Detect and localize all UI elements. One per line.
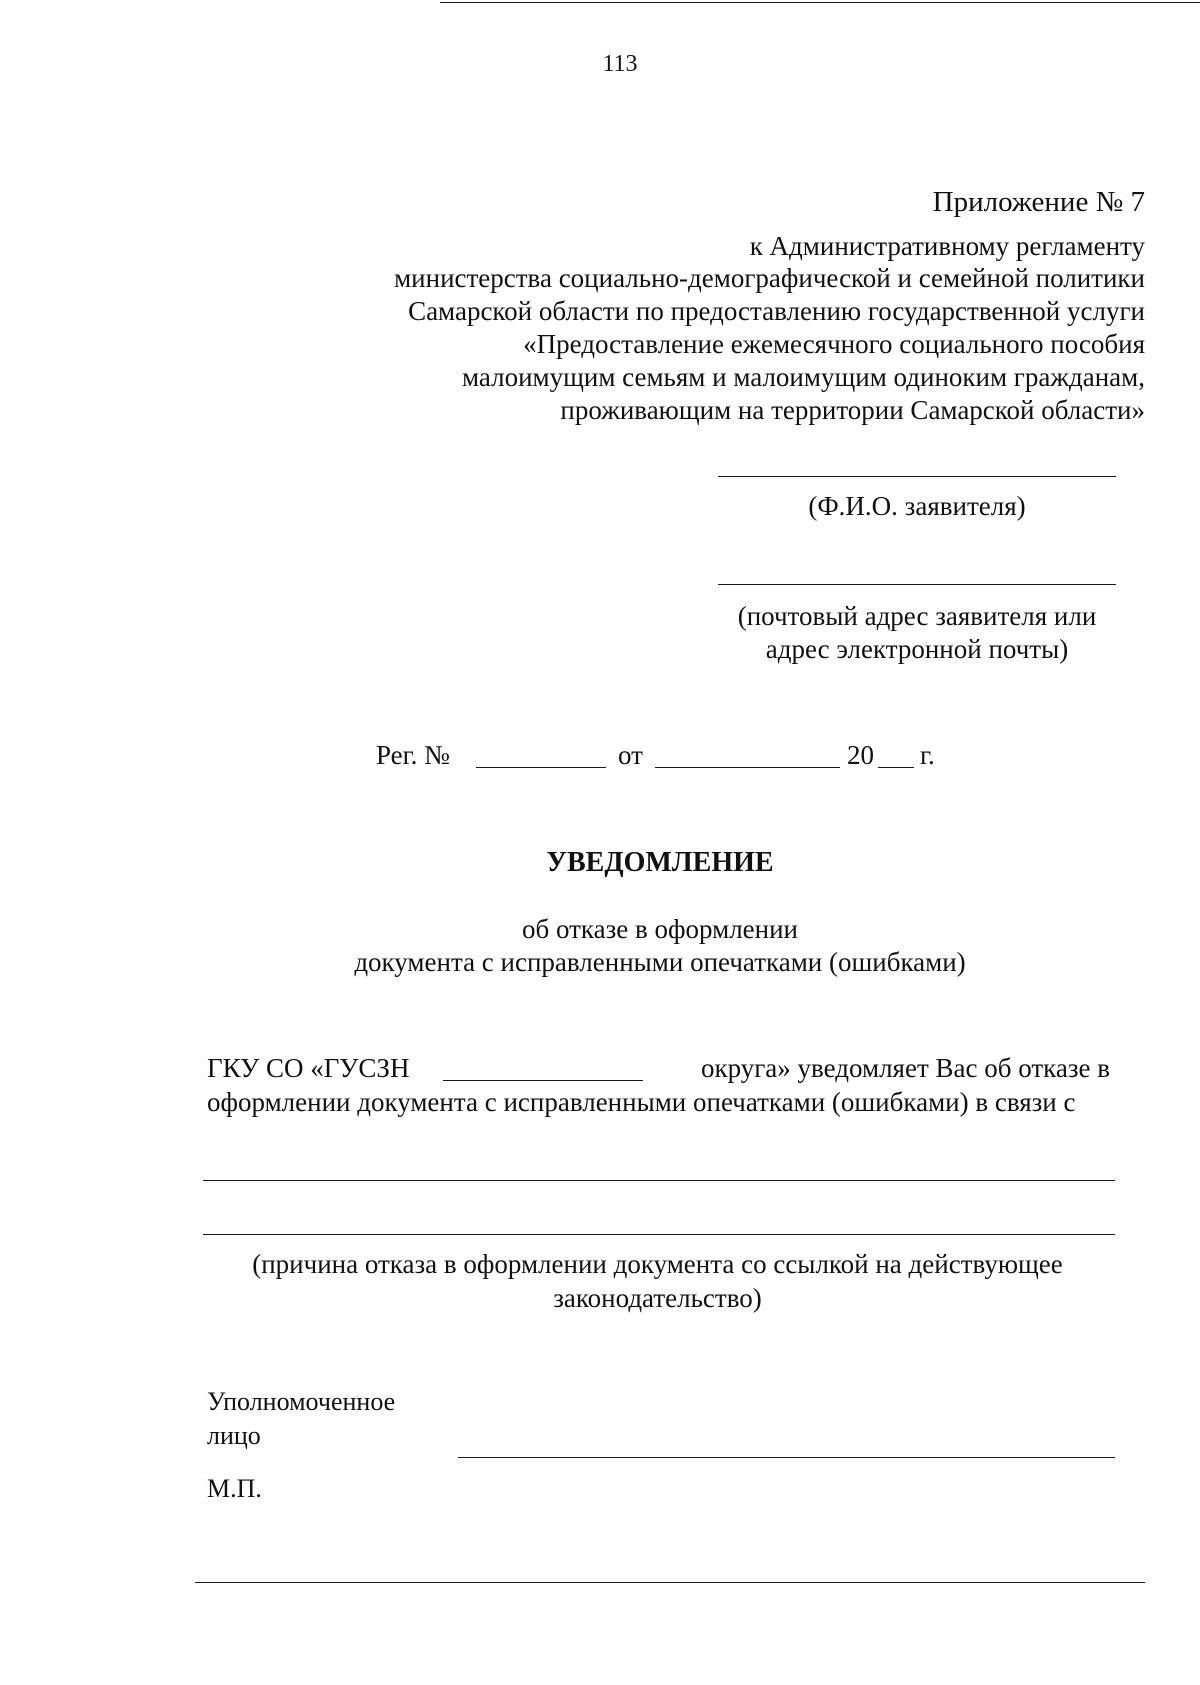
- appendix-line-6: проживающим на территории Самарской области»: [560, 395, 1145, 425]
- body-org-prefix: ГКУ СО «ГУСЗН: [207, 1053, 410, 1083]
- notice-subtitle-line-2: документа с исправленными опечатками (ошибками): [354, 947, 966, 977]
- appendix-line-4: «Предоставление ежемесячного социального пособия: [523, 329, 1145, 359]
- year-prefix: 20: [847, 740, 874, 770]
- authorized-person-label-1: Уполномоченное: [207, 1387, 396, 1416]
- reg-number-label: Рег. №: [376, 740, 450, 770]
- reason-blank-line-1: [203, 1180, 1115, 1181]
- appendix-line-2: министерства социально-демографической и семейной политики: [394, 263, 1145, 293]
- page-number: 113: [602, 51, 638, 77]
- reg-number-blank: [476, 767, 606, 768]
- body-line-2: оформлении документа с исправленными опечатками (ошибками) в связи с: [207, 1087, 1076, 1117]
- address-caption-line-2: адрес электронной почты): [765, 634, 1069, 664]
- date-from-label: от: [618, 740, 643, 770]
- appendix-line-5: малоимущим семьям и малоимущим одиноким гражданам,: [461, 362, 1145, 392]
- date-blank: [655, 767, 840, 768]
- authorized-person-label-2: лицо: [207, 1421, 261, 1450]
- appendix-title: Приложение № 7: [932, 186, 1145, 218]
- top-border-line: [440, 2, 1200, 3]
- reason-caption-line-1: (причина отказа в оформлении документа со ссылкой на действующее: [252, 1249, 1063, 1279]
- bottom-rule-line: [195, 1582, 1145, 1583]
- year-blank: [878, 767, 914, 768]
- notice-subtitle-line-1: об отказе в оформлении: [522, 914, 798, 944]
- notice-title: УВЕДОМЛЕНИЕ: [546, 847, 774, 878]
- appendix-line-1: к Административному регламенту: [749, 231, 1145, 261]
- signature-blank-line: [458, 1457, 1115, 1458]
- year-suffix: г.: [920, 740, 935, 770]
- district-blank: [443, 1080, 643, 1081]
- address-caption-line-1: (почтовый адрес заявителя или: [737, 601, 1097, 631]
- reason-blank-line-2: [203, 1234, 1115, 1235]
- stamp-label: М.П.: [207, 1474, 262, 1503]
- appendix-line-3: Самарской области по предоставлению государственной услуги: [408, 296, 1145, 326]
- fio-blank-line: [718, 476, 1116, 477]
- fio-caption: (Ф.И.О. заявителя): [808, 491, 1026, 521]
- address-blank-line: [718, 584, 1116, 585]
- body-org-suffix: округа» уведомляет Вас об отказе в: [700, 1053, 1110, 1083]
- reason-caption-line-2: законодательство): [553, 1283, 762, 1313]
